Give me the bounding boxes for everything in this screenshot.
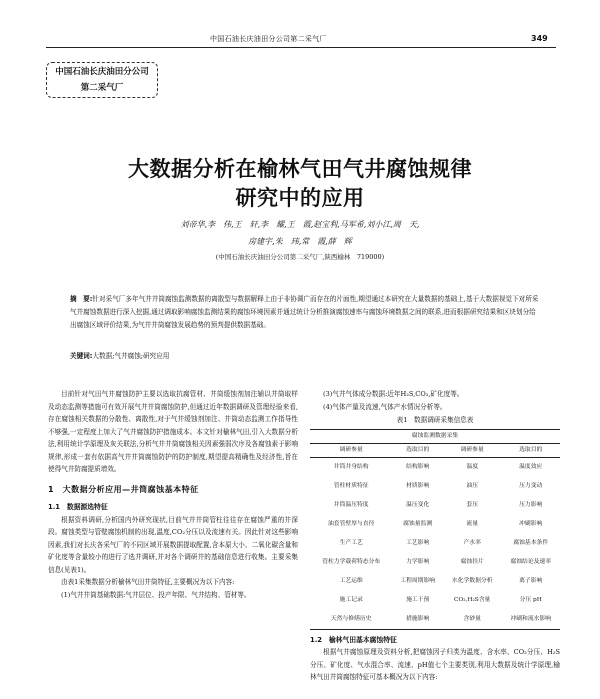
list-item-4: (4)气体产量及流速,气体产水情况分析等。 [323,402,447,411]
table-cell: 井筒温压特度 [333,501,369,508]
organization-box [46,62,158,98]
table-cell: 工艺影响 [406,539,430,546]
table-header-cell: 调研参量 [310,443,392,457]
abstract-text: 针对采气厂多年气井井筒腐蚀监测数据的离散型与数据解释上由于非协调广而存在的片面性,期望通过本研究在大量数据的基础上,基于大数据视觉下对所采气井腐蚀数据进行深入挖掘,通过调取影响腐蚀监测结果的腐蚀环境因素并通过统计分析推演腐蚀速率与腐蚀环境数据之间的联系,进而根据研究结果和区块划分给出腐蚀区域评价结果,为气井井筒腐蚀发展趋势的预判提供数据基础。 [70,295,539,329]
table-cell: 温压变化 [406,501,430,508]
abstract [70,293,540,332]
table-cell: 套压 [466,501,479,508]
table-cell: 冲刷和流水影响 [501,610,560,630]
keywords-text: 大数据;气井腐蚀;研究应用 [92,352,170,360]
affiliation: (中国石油长庆油田分公司第二采气厂,陕西榆林 719000) [215,253,385,261]
table-cell: 腐蚀量监测 [403,520,433,527]
running-title: 中国石油长庆油田分公司第二采气厂 [210,35,327,43]
paragraph: 根据资料调研,分析国内外研究现状,目前气井井筒管柱往往存在腐蚀严重的井深段。腐蚀类型与管壁腐蚀机制的出现,温度,CO₂分压以及流速有关。因此针对这些影响因素,我们对长庆各采气厂的不同区域开展数据提取配置,含本原大小、二氧化碳含量和矿化度等含量较小的进行了选井调研,并对各个调研井的基础信息进行收集。主要采集信息(见表1)。 [48,515,298,574]
table-cell: 油套管壁厚与直径 [328,520,375,527]
intro-paragraph: 目前针对气田气井腐蚀防护主要以选取抗腐管材、井筒缓蚀剂加注辅以井筒取样及动态监测等措施可有效开展气井井筒腐蚀防护,但通过近年数据调研及管理经验来看,存在腐蚀相关数据的分散性、离散性,对于气井缓蚀剂加注、井筒动态监测工作指导性不够强,一定程度上加大了气井腐蚀防护措施成本。本文针对榆林气田,引入大数据分析法,利用统计学原理及灰关联法,分析气井井筒腐蚀相关因素强弱次序及各腐蚀素于影响规律,形成一套有依据高气井井筒腐蚀防护的防护制度,期望提高精确性及经济性,旨在使得气井防腐提质增效。 [48,390,298,473]
table-cell: 冲刷影响 [519,520,543,527]
paper-title-line-2: 研究中的应用 [235,185,365,210]
table-cell: 力学影响 [406,558,430,565]
table-row [310,572,560,591]
table-cell: 流量 [466,520,479,527]
table-cell: 分压 pH [519,596,542,603]
section-heading-1-2: 1.2 榆林气田基本腐蚀特征 [310,635,397,644]
author-line-2: 房建宇,朱 玮,常 霞,薛 辉 [248,237,352,246]
paper-title-line-1: 大数据分析在榆林气田气井腐蚀规律 [128,156,472,181]
table-cell: 天然与修缮历史 [310,610,392,630]
page-number: 349 [531,34,548,43]
running-header [0,20,600,50]
right-column [310,388,560,684]
table-row [310,553,560,572]
table-cell: 温度 [466,463,479,470]
paper-title [0,154,600,212]
table-cell: 油压 [466,482,479,489]
table-cell: 施工记录 [339,596,363,603]
table-cell: 材质影响 [406,482,430,489]
left-column [48,388,298,601]
table-row [310,477,560,496]
table-cell: 水化学数据分析 [451,577,493,584]
table-header-cell: 选取目的 [392,443,443,457]
table-cell: 工程周期影响 [400,577,436,584]
table-header: 腐蚀监测数据采集 [310,429,560,443]
paragraph: (1)气井井筒基础数据:气井层位、投产年限、气井结构、管材等。 [61,590,251,599]
table-row [310,457,560,477]
table-row [310,534,560,553]
organization-line-1: 中国石油长庆油田分公司 [55,67,149,77]
table-cell: 含砂量 [443,610,502,630]
table-cell: 压力影响 [519,501,543,508]
table-cell: 井筒井身结构 [333,463,369,470]
table-cell: 产水率 [463,539,481,546]
author-line-1: 刘帝华,李 伟,王 轩,李 耀,王 霞,赵宝利,马军希,刘小江,周 天, [180,220,420,229]
section-heading-1-1: 1.1 数据源选特征 [48,503,108,511]
table-subheader-row [310,443,560,457]
table-cell: 措施影响 [392,610,443,630]
table-cell: 腐蚀结论及速率 [510,558,552,565]
table-header-cell: 选取目的 [501,443,560,457]
table-cell: 管柱材质特征 [333,482,369,489]
table-cell: CO₂,H₂S含量 [454,596,491,603]
table-caption: 表1 数据调研采集信息表 [396,416,474,424]
table-header-cell: 调研参量 [443,443,502,457]
table-cell: 压力变动 [519,482,543,489]
organization-line-2: 第二采气厂 [80,83,124,93]
table-row [310,591,560,610]
abstract-label: 摘 要: [70,295,93,303]
table-cell: 温度效应 [519,463,543,470]
table-cell: 离子影响 [519,577,543,584]
table-cell: 生产工艺 [339,539,363,546]
table-cell: 结构影响 [406,463,430,470]
table-row [310,496,560,515]
keywords [70,350,540,360]
paragraph: 根据气井腐蚀原理及资料分析,把腐蚀因子归类为温度、含水率、CO₂分压、H₂S分压、矿化度、气水混合率、流速、pH值七个主要类别,利用大数据及统计学原理,榆林气田井筒腐蚀特征可基本概况为以下内容: [310,648,560,681]
table-cell: 腐蚀挂片 [460,558,484,565]
table-cell: 管柱力学载荷特态分布 [322,558,381,565]
table-cell: 腐蚀基本条件 [513,539,549,546]
keywords-label: 关键词: [70,352,93,360]
table-row [310,515,560,534]
section-heading-1: 1 大数据分析应用—井筒腐蚀基本特征 [48,484,199,494]
list-item-3: (3)气井气体成分数据:近年H₂S,CO₂,矿化度等。 [323,390,464,398]
paragraph: 由表1采集数据分析榆林气田井筒特征,主要概况为以下内容: [61,578,235,586]
table-cell: 工艺运维 [339,577,363,584]
table-cell: 施工干预 [406,596,430,603]
table-row [310,610,560,630]
data-table [310,429,560,630]
author-list [0,216,600,250]
header-rule [46,47,556,48]
